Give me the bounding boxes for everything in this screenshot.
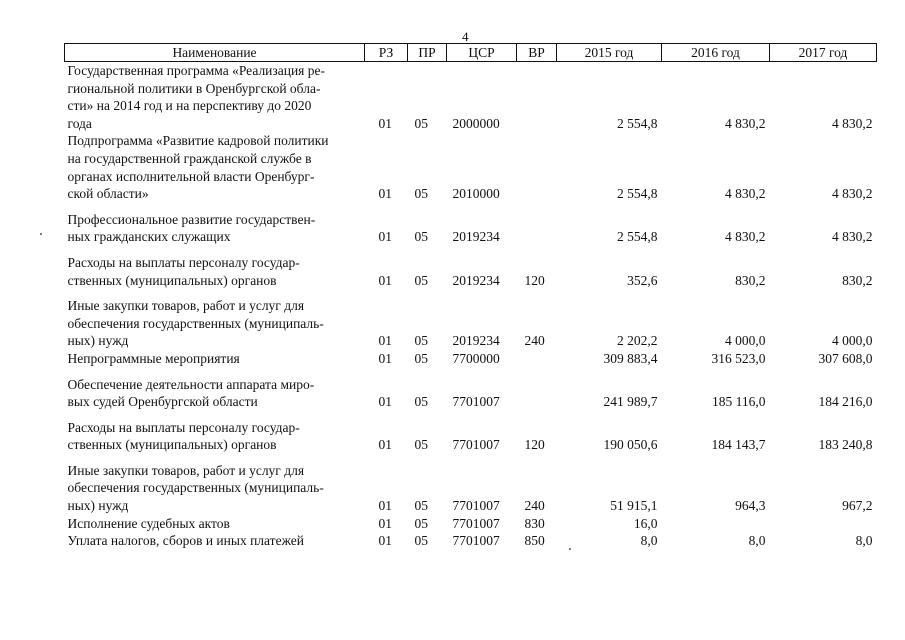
row-y2016: 185 116,0 xyxy=(712,394,766,410)
row-name-line: ных гражданских служащих xyxy=(67,229,231,245)
header-vr: ВР xyxy=(517,44,557,62)
row-rz: 01 xyxy=(378,515,392,531)
header-2015: 2015 год xyxy=(557,44,662,62)
header-name: Наименование xyxy=(65,44,365,62)
row-y2016: 830,2 xyxy=(735,272,766,288)
row-name-line: ных) нужд xyxy=(67,333,129,349)
row-pr: 05 xyxy=(414,498,428,514)
row-y2017: 967,2 xyxy=(842,498,873,514)
row-y2017: 183 240,8 xyxy=(818,437,873,453)
row-name xyxy=(65,246,365,289)
row-pr: 05 xyxy=(414,272,428,288)
row-name-line: гиональной политики в Оренбургской обла- xyxy=(67,80,321,96)
row-pr: 05 xyxy=(414,533,428,549)
row-rz: 01 xyxy=(378,229,392,245)
row-csr: 7701007 xyxy=(452,394,500,410)
row-rz: 01 xyxy=(378,333,392,349)
row-vr xyxy=(517,368,557,411)
table-row xyxy=(65,203,877,246)
row-name-line: обеспечения государственных (муниципаль- xyxy=(67,480,324,496)
row-csr: 2000000 xyxy=(452,115,500,131)
page-number: 4 xyxy=(462,29,469,44)
row-name-line: на государственной гражданской службе в xyxy=(67,150,312,166)
row-rz: 01 xyxy=(378,498,392,514)
row-vr: 120 xyxy=(524,437,545,453)
row-y2015: 309 883,4 xyxy=(603,350,658,366)
budget-table xyxy=(64,43,877,550)
table-row xyxy=(65,454,877,515)
row-y2015: 51 915,1 xyxy=(610,498,658,514)
row-y2017: 184 216,0 xyxy=(818,394,873,410)
row-csr: 7700000 xyxy=(452,350,500,366)
row-vr: 120 xyxy=(524,272,545,288)
row-y2015: 16,0 xyxy=(633,515,658,531)
row-rz: 01 xyxy=(378,186,392,202)
row-rz: 01 xyxy=(378,272,392,288)
row-name-line: ственных (муниципальных) органов xyxy=(67,272,277,288)
row-y2017 xyxy=(770,515,877,533)
table-row xyxy=(65,246,877,289)
row-name-line: сти» на 2014 год и на перспективу до 2020 xyxy=(67,98,312,114)
row-y2016: 4 830,2 xyxy=(725,186,766,202)
row-y2017: 4 830,2 xyxy=(832,229,873,245)
row-y2015: 352,6 xyxy=(627,272,658,288)
row-name-line: Обеспечение деятельности аппарата миро- xyxy=(67,376,315,392)
row-name-line: Непрограммные мероприятия xyxy=(67,350,240,366)
row-vr xyxy=(517,203,557,246)
table-row xyxy=(65,350,877,368)
row-rz: 01 xyxy=(378,437,392,453)
row-name-line: Исполнение судебных актов xyxy=(67,515,230,531)
row-name-line: Иные закупки товаров, работ и услуг для xyxy=(67,298,305,314)
row-pr: 05 xyxy=(414,515,428,531)
row-y2017: 830,2 xyxy=(842,272,873,288)
row-y2017: 4 830,2 xyxy=(832,186,873,202)
row-pr: 05 xyxy=(414,350,428,366)
row-name xyxy=(65,62,365,133)
row-rz: 01 xyxy=(378,350,392,366)
row-pr: 05 xyxy=(414,186,428,202)
row-name xyxy=(65,532,365,550)
row-pr: 05 xyxy=(414,115,428,131)
table-body xyxy=(65,62,877,550)
row-y2016: 184 143,7 xyxy=(711,437,766,453)
table-row xyxy=(65,532,877,550)
row-pr: 05 xyxy=(414,437,428,453)
row-rz: 01 xyxy=(378,394,392,410)
table-header-row xyxy=(65,44,877,62)
row-y2017: 8,0 xyxy=(855,533,873,549)
row-vr xyxy=(517,350,557,368)
row-y2016: 4 000,0 xyxy=(725,333,766,349)
row-name xyxy=(65,132,365,202)
row-csr: 7701007 xyxy=(452,533,500,549)
header-2017: 2017 год xyxy=(770,44,877,62)
row-pr: 05 xyxy=(414,333,428,349)
header-csr: ЦСР xyxy=(447,44,517,62)
row-name xyxy=(65,515,365,533)
row-name-line: Расходы на выплаты персоналу государ- xyxy=(67,254,300,270)
table-row xyxy=(65,411,877,454)
row-pr: 05 xyxy=(414,394,428,410)
row-y2015: 241 989,7 xyxy=(603,394,658,410)
table-row xyxy=(65,132,877,202)
row-pr: 05 xyxy=(414,229,428,245)
row-y2015: 2 554,8 xyxy=(617,186,658,202)
row-y2015: 8,0 xyxy=(640,533,658,549)
row-rz: 01 xyxy=(378,533,392,549)
row-name-line: Расходы на выплаты персоналу государ- xyxy=(67,419,300,435)
row-name xyxy=(65,350,365,368)
row-csr: 2010000 xyxy=(452,186,500,202)
row-name-line: обеспечения государственных (муниципаль- xyxy=(67,315,324,331)
row-y2016: 964,3 xyxy=(735,498,766,514)
row-y2015: 2 554,8 xyxy=(617,115,658,131)
row-csr: 7701007 xyxy=(452,515,500,531)
row-csr: 7701007 xyxy=(452,437,500,453)
row-name xyxy=(65,454,365,515)
row-csr: 2019234 xyxy=(452,272,500,288)
row-name-line: года xyxy=(67,115,92,131)
row-vr: 830 xyxy=(524,515,545,531)
table-row xyxy=(65,368,877,411)
row-name xyxy=(65,203,365,246)
scan-speck xyxy=(40,233,42,235)
header-pr: ПР xyxy=(408,44,447,62)
row-y2016: 8,0 xyxy=(748,533,766,549)
row-y2017: 4 830,2 xyxy=(832,115,873,131)
row-name xyxy=(65,411,365,454)
row-y2017: 307 608,0 xyxy=(818,350,873,366)
row-y2016: 4 830,2 xyxy=(725,115,766,131)
row-csr: 2019234 xyxy=(452,229,500,245)
row-vr xyxy=(517,132,557,202)
row-vr: 240 xyxy=(524,498,545,514)
table-row xyxy=(65,515,877,533)
row-csr: 2019234 xyxy=(452,333,500,349)
row-name-line: Уплата налогов, сборов и иных платежей xyxy=(67,533,304,549)
row-name-line: Подпрограмма «Развитие кадровой политики xyxy=(67,133,329,149)
row-y2015: 2 202,2 xyxy=(617,333,658,349)
row-name xyxy=(65,368,365,411)
row-y2016 xyxy=(662,515,770,533)
header-rz: РЗ xyxy=(365,44,408,62)
row-name-line: ской области» xyxy=(67,186,149,202)
row-name-line: ственных (муниципальных) органов xyxy=(67,437,277,453)
row-name-line: вых судей Оренбургской области xyxy=(67,394,258,410)
row-name-line: Государственная программа «Реализация ре- xyxy=(67,63,326,78)
row-y2015: 2 554,8 xyxy=(617,229,658,245)
row-vr: 850 xyxy=(524,533,545,549)
header-2016: 2016 год xyxy=(662,44,770,62)
row-name-line: Профессиональное развитие государствен- xyxy=(67,211,316,227)
row-y2017: 4 000,0 xyxy=(832,333,873,349)
row-name xyxy=(65,289,365,350)
row-y2016: 4 830,2 xyxy=(725,229,766,245)
row-rz: 01 xyxy=(378,115,392,131)
table-row xyxy=(65,289,877,350)
row-name-line: Иные закупки товаров, работ и услуг для xyxy=(67,462,305,478)
row-vr xyxy=(517,62,557,133)
scan-speck xyxy=(569,548,571,550)
row-vr: 240 xyxy=(524,333,545,349)
row-y2015: 190 050,6 xyxy=(603,437,658,453)
row-csr: 7701007 xyxy=(452,498,500,514)
row-name-line: органах исполнительной власти Оренбург- xyxy=(67,168,315,184)
row-name-line: ных) нужд xyxy=(67,498,129,514)
table-row xyxy=(65,62,877,133)
row-y2016: 316 523,0 xyxy=(711,350,766,366)
